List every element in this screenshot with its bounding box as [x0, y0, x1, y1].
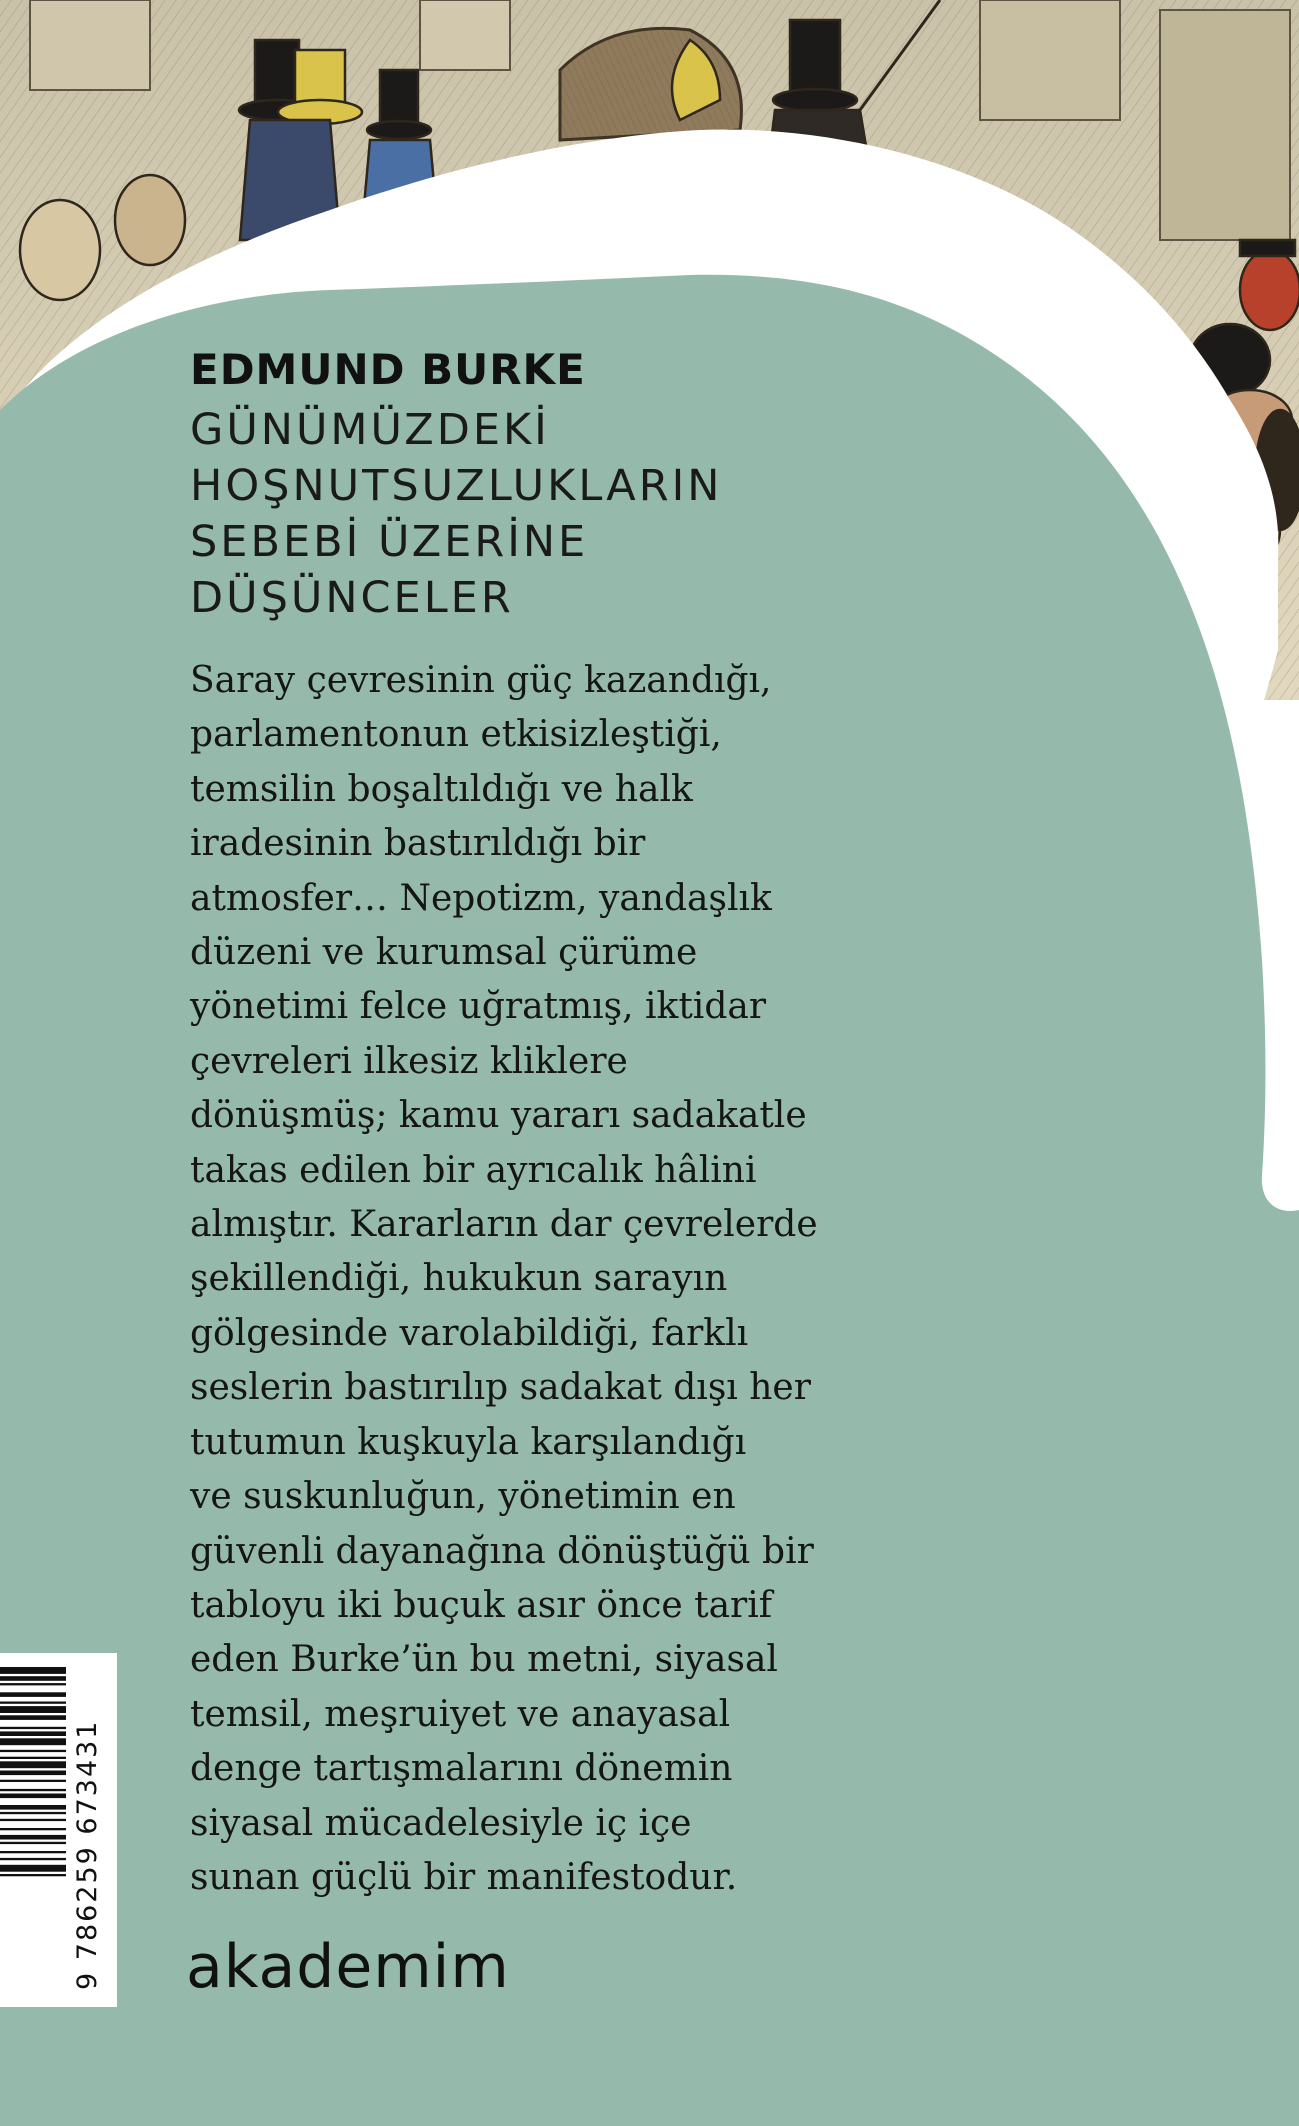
blurb-line: dönüşmüş; kamu yararı sadakatle: [190, 1095, 807, 1137]
title-line: HOŞNUTSUZLUKLARIN: [190, 461, 723, 511]
blurb-line: temsilin boşaltıldığı ve halk: [190, 768, 693, 810]
blurb-line: tutumun kuşkuyla karşılandığı: [190, 1421, 747, 1463]
blurb-line: düzeni ve kurumsal çürüme: [190, 932, 698, 974]
blurb-text: [190, 654, 818, 1905]
barcode-bar: [0, 1771, 66, 1776]
blurb-line: seslerin bastırılıp sadakat dışı her: [190, 1367, 811, 1409]
barcode-bar: [0, 1757, 66, 1759]
barcode-bar: [0, 1789, 66, 1791]
blurb-line: sunan güçlü bir manifestodur.: [190, 1856, 738, 1898]
title-line: SEBEBİ ÜZERİNE: [190, 517, 589, 567]
blurb-line: yönetimi felce uğratmış, iktidar: [190, 986, 767, 1028]
blurb-line: almıştır. Kararların dar çevrelerde: [190, 1204, 818, 1246]
barcode-bar: [0, 1702, 66, 1704]
blurb-line: temsil, meşruiyet ve anayasal: [190, 1693, 731, 1735]
isbn-digits: 9 786259 673431: [72, 1719, 103, 1990]
book-title: [190, 402, 722, 626]
barcode-bar: [0, 1738, 66, 1745]
barcode-bar: [0, 1874, 66, 1876]
barcode-bar: [0, 1851, 66, 1853]
blurb-line: Saray çevresinin güç kazandığı,: [190, 660, 772, 701]
barcode-bar: [0, 1683, 66, 1685]
barcode-bar: [0, 1812, 66, 1814]
barcode-bar: [0, 1828, 66, 1830]
barcode-bar: [0, 1835, 66, 1840]
barcode-bar: [0, 1715, 66, 1720]
barcode-bar: [0, 1858, 66, 1860]
blurb-line: güvenli dayanağına dönüştüğü bir: [190, 1530, 814, 1572]
blurb-line: parlamentonun etkisizleştiği,: [190, 714, 722, 756]
barcode-bar: [0, 1676, 66, 1681]
title-line: DÜŞÜNCELER: [190, 573, 514, 623]
blurb-line: ve suskunluğun, yönetimin en: [190, 1476, 736, 1518]
blurb-line: denge tartışmalarını dönemin: [190, 1748, 733, 1790]
blurb-line: siyasal mücadelesiyle iç içe: [190, 1802, 692, 1844]
title-line: GÜNÜMÜZDEKİ: [190, 405, 550, 455]
publisher-logo: akademim: [186, 1932, 510, 2002]
blurb-line: takas edilen bir ayrıcalık hâlini: [190, 1149, 757, 1191]
barcode-bar: [0, 1819, 66, 1821]
blurb-line: atmosfer… Nepotizm, yandaşlık: [190, 877, 772, 919]
barcode-bar: [0, 1794, 66, 1799]
barcode-bar: [0, 1731, 66, 1736]
blurb-line: iradesinin bastırıldığı bir: [190, 823, 646, 865]
barcode-bar: [0, 1667, 66, 1674]
barcode-bar: [0, 1706, 66, 1713]
blurb-line: şekillendiği, hukukun sarayın: [190, 1258, 728, 1300]
barcode-bar: [0, 1842, 66, 1844]
blurb-line: tabloyu iki buçuk asır önce tarif: [190, 1584, 773, 1626]
blurb-line: eden Burke’ün bu metni, siyasal: [190, 1639, 778, 1681]
blurb-line: çevreleri ilkesiz kliklere: [190, 1040, 628, 1082]
barcode-bar: [0, 1761, 66, 1768]
barcode-bar: [0, 1692, 66, 1697]
barcode-bar: [0, 1780, 66, 1782]
barcode-bar: [0, 1865, 66, 1872]
barcode-bar: [0, 1805, 66, 1810]
barcode-bar: [0, 1727, 66, 1729]
author-name: EDMUND BURKE: [190, 345, 586, 394]
blurb-line: gölgesinde varolabildiği, farklı: [190, 1312, 749, 1354]
barcode-bar: [0, 1750, 66, 1752]
